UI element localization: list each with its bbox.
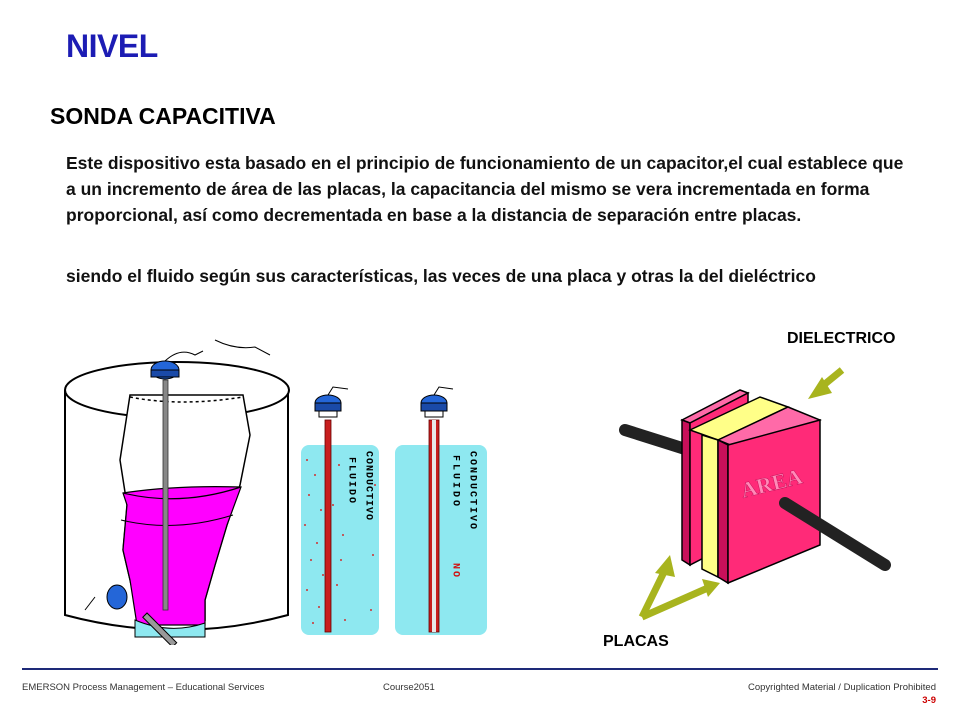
- area-label: AREA: [738, 463, 805, 503]
- probe-conductive-fluid: [293, 385, 383, 640]
- probe-nonconductive-fluid: [393, 385, 493, 640]
- footer-copyright: Copyrighted Material / Duplication Prohibited: [748, 682, 936, 693]
- slide-title: NIVEL: [66, 28, 158, 64]
- paragraph-principle: Este dispositivo esta basado en el principio de funcionamiento de un capacitor,el cual establece que a un incremento de área de las placas, la capacitancia del mismo se vera incrementada en forma proporcional, así como decrementada en base a la distancia de separación entre placas.: [66, 153, 904, 225]
- page-number: 3-9: [922, 695, 936, 706]
- conductive-label: CONDUCTIVO: [362, 451, 374, 522]
- capacitor-diagram: [610, 355, 910, 635]
- paragraph-fluid: siendo el fluido según sus características, las veces de una placa y otras la del dieléctrico: [66, 266, 816, 286]
- footer-course: Course2051: [383, 682, 435, 693]
- plates-label: PLACAS: [603, 633, 669, 650]
- nonconductive-label: CONDUCTIVO: [466, 451, 478, 532]
- non-label: NO: [449, 563, 461, 580]
- dielectric-label: DIELECTRICO: [787, 330, 896, 347]
- footer-divider: [22, 668, 938, 670]
- tank-illustration: [55, 335, 300, 645]
- dielectric-arrow: [808, 370, 842, 399]
- footer-left: EMERSON Process Management – Educational Services: [22, 682, 265, 693]
- conductive-fluid-label: FLUIDO: [345, 457, 357, 506]
- nonconductive-fluid-label: FLUIDO: [449, 455, 461, 510]
- slide-subtitle: SONDA CAPACITIVA: [50, 103, 276, 129]
